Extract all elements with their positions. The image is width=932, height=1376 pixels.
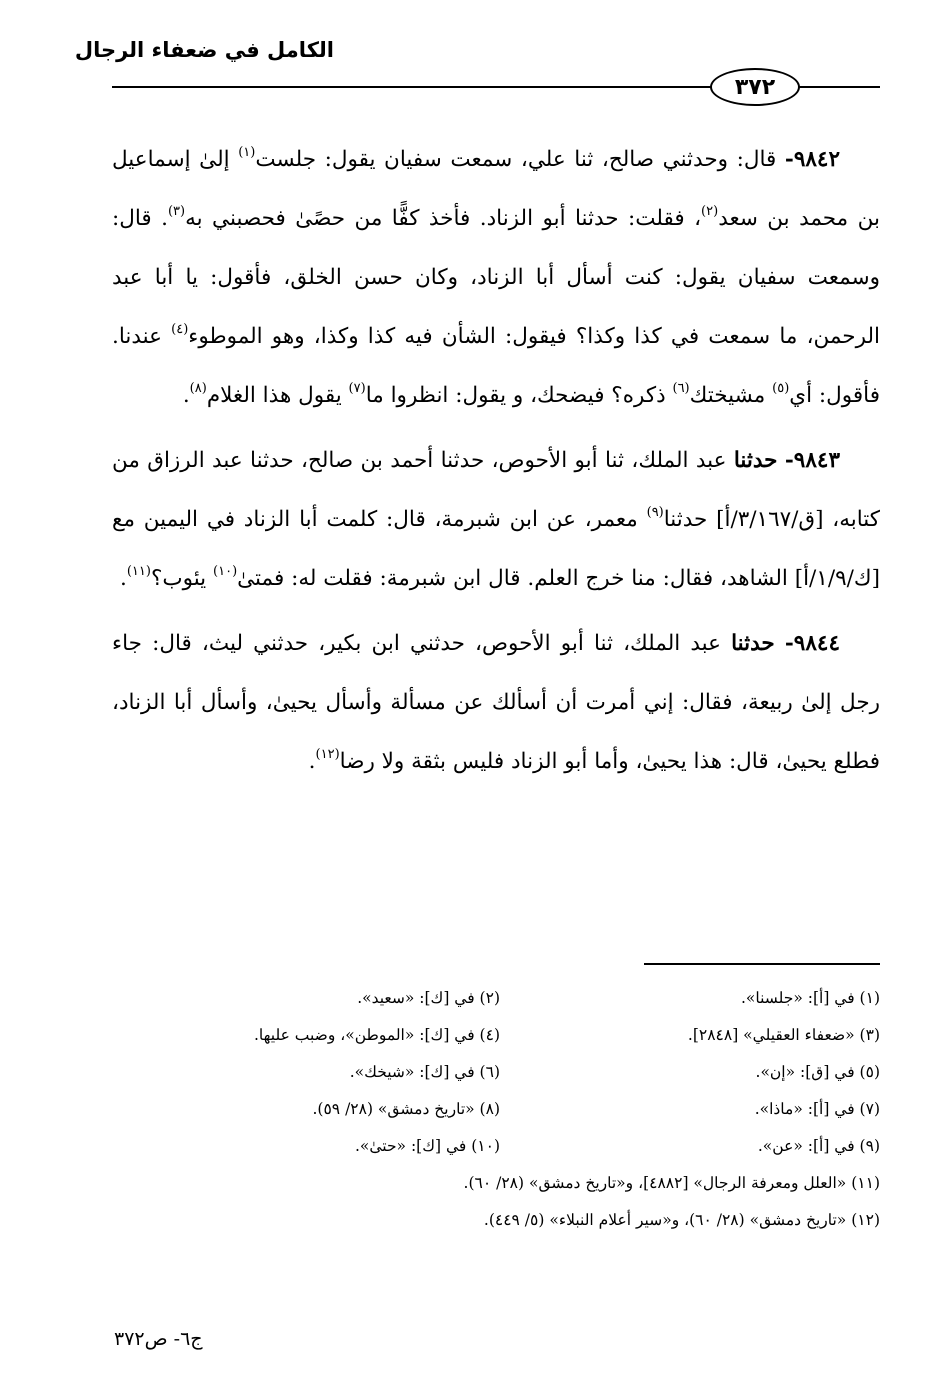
- entry-text: قال: وحدثني صالح، ثنا علي، سمعت سفيان يقول: جلست: [255, 147, 785, 172]
- footnote-ref: (١٠): [213, 564, 238, 579]
- entry-number: ٩٨٤٢-: [784, 147, 841, 172]
- footnotes: [112, 980, 880, 1239]
- entry-text: عبد الملك، ثنا أبو الأحوص، حدثنا أحمد بن صالح، حدثنا عبد الرزاق من كتابه، [ق/٣/١٦٧/أ] حدثنا: [112, 448, 880, 532]
- footnote: (٢) في [ك]: «سعيد».: [357, 989, 500, 1007]
- entry-text: .: [182, 383, 190, 408]
- footnote: (١٠) في [ك]: «حتىٰ».: [354, 1137, 500, 1155]
- haddathana-keyword: حدثنا: [731, 631, 775, 656]
- haddathana-keyword: حدثنا: [733, 448, 778, 473]
- footnote-ref: (١): [238, 145, 256, 160]
- footnote-row: [112, 1202, 880, 1239]
- footnote-row: [112, 1165, 880, 1202]
- footnote: (١٢) «تاريخ دمشق» (٢٨/ ٦٠)، و«سير أعلام النبلاء» (٥/ ٤٤٩).: [483, 1211, 880, 1229]
- entry-text: إلىٰ إسماعيل بن محمد بن سعد: [112, 147, 880, 231]
- entry-text: .: [119, 566, 127, 591]
- entry-text: عبد الملك، ثنا أبو الأحوص، حدثني ابن بكير، حدثني ليث، قال: جاء رجل إلىٰ ربيعة، فقال: إني أمرت أن أسألك عن مسألة وأسأل يحيىٰ، وأسأل أبا الزناد، فطلع يحيىٰ، قال: هذا يحيىٰ، وأما أبو الزناد فليس بثقة ولا رضا: [112, 631, 880, 774]
- footnote-ref: (٣): [167, 204, 186, 219]
- footnote-ref: (٩): [646, 505, 664, 520]
- entry-9844: [112, 614, 880, 791]
- entry-text: مشيختك: [689, 383, 773, 408]
- footnote: (١١) «العلل ومعرفة الرجال» [٤٨٨٢]، و«تاريخ دمشق» (٢٨/ ٦٠).: [463, 1174, 880, 1192]
- footnote: (٦) في [ك]: «شيخك».: [349, 1063, 500, 1081]
- footnote: (٣) «ضعفاء العقيلي» [٢٨٤٨].: [687, 1026, 880, 1044]
- footnote: (٨) «تاريخ دمشق» (٢٨/ ٥٩).: [312, 1100, 500, 1118]
- footnote-row: [112, 1091, 880, 1128]
- entry-text: يقول هذا الغلام: [206, 383, 349, 408]
- footnote-ref: (١٢): [315, 747, 340, 762]
- footnote: (١) في [أ]: «جلسنا».: [740, 989, 880, 1007]
- main-text: [112, 130, 880, 797]
- footnote-row: [112, 1017, 880, 1054]
- entry-number: ٩٨٤٣-: [784, 448, 840, 473]
- page-number: ٣٧٢: [734, 74, 776, 100]
- entry-text: معمر، عن ابن شبرمة، قال: كلمت أبا الزناد في اليمين مع [ك/١/٩/أ] الشاهد، فقال: منا خرج العلم. قال ابن شبرمة: فقلت له: فمتىٰ: [112, 507, 880, 591]
- footnote-ref: (٤): [171, 322, 189, 337]
- entry-text: يئوب؟: [150, 566, 214, 591]
- footnote: (٥) في [ق]: «إن».: [755, 1063, 880, 1081]
- page-number-badge: [710, 68, 800, 106]
- footnote-ref: (٦): [672, 381, 690, 396]
- footnote: (٧) في [أ]: «ماذا».: [754, 1100, 880, 1118]
- entry-text: ، فقلت: حدثنا أبو الزناد. فأخذ كفًّا من حصًىٰ فحصبني به: [185, 206, 702, 231]
- entry-text: .: [308, 749, 316, 774]
- volume-page-reference: ج٦- ص٣٧٢: [114, 1328, 203, 1350]
- entry-text: . قال: وسمعت سفيان يقول: كنت أسأل أبا الزناد، وكان حسن الخلق، فأقول: يا أبا عبد الرحمن، ما سمعت في كذا وكذا؟ فيقول: الشأن فيه كذا وكذا، وهو الموطوء: [112, 206, 880, 349]
- entry-9843: [112, 431, 880, 608]
- footnote-row: [112, 1054, 880, 1091]
- running-header-title: الكامل في ضعفاء الرجال: [74, 38, 334, 62]
- entry-number: ٩٨٤٤-: [784, 631, 840, 656]
- footnote: (٩) في [أ]: «عن».: [757, 1137, 880, 1155]
- footnote-row: [112, 980, 880, 1017]
- footnote-ref: (٨): [189, 381, 207, 396]
- footnote-row: [112, 1128, 880, 1165]
- entry-9842: [112, 130, 880, 425]
- footnote-ref: (٧): [348, 381, 366, 396]
- footnote-ref: (٢): [701, 204, 719, 219]
- footnote: (٤) في [ك]: «الموطن»، وضبب عليها.: [254, 1026, 500, 1044]
- entry-text: ذكره؟ فيضحك، و يقول: انظروا ما: [365, 383, 673, 408]
- footnote-ref: (٥): [772, 381, 790, 396]
- entry-text: عندنا. فأقول: أي: [112, 324, 880, 408]
- footnote-ref: (١١): [126, 564, 151, 579]
- footnote-separator: [644, 963, 880, 965]
